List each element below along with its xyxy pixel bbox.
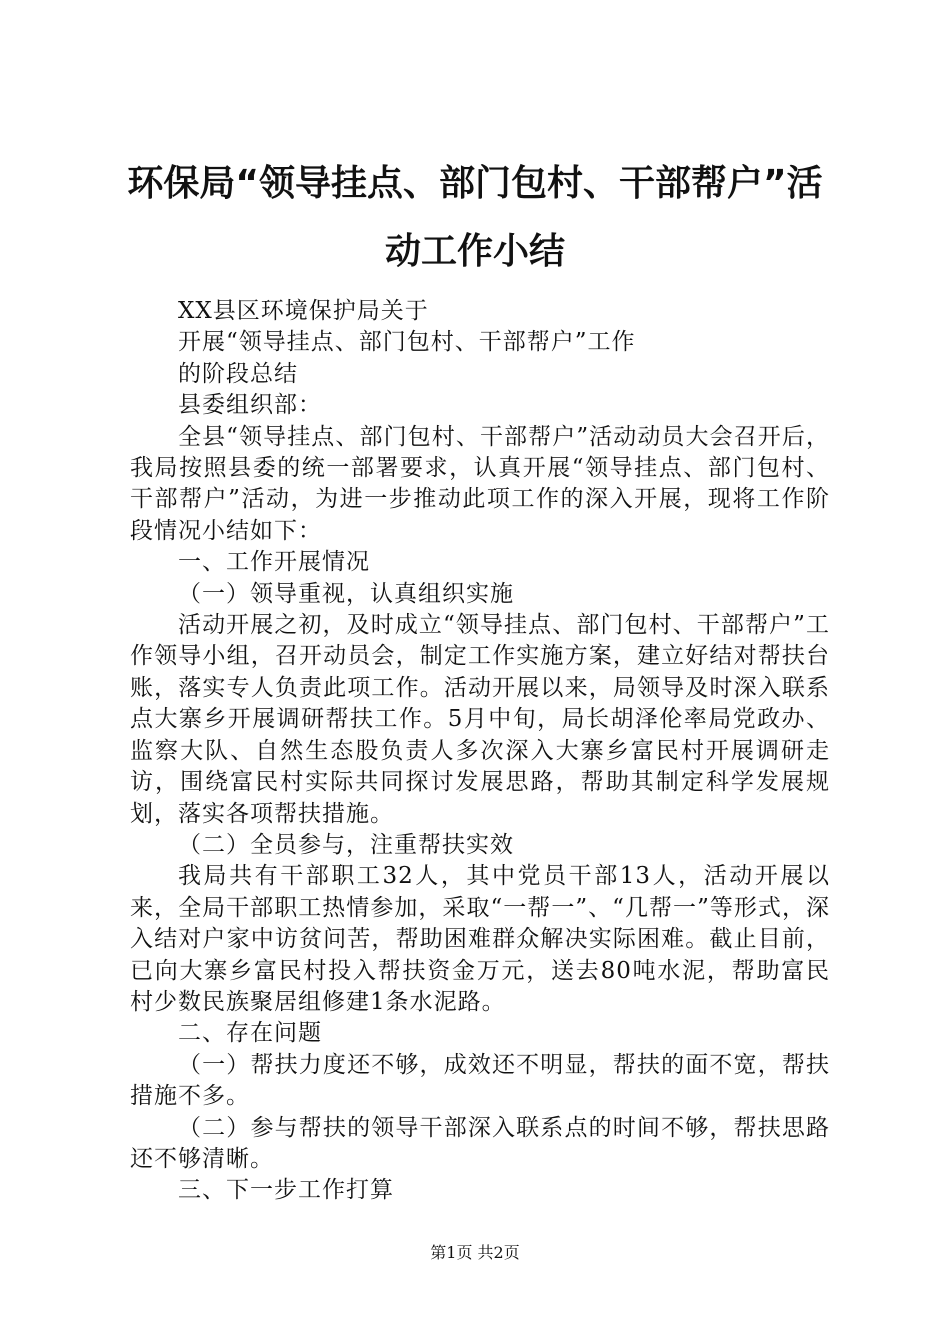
paragraph-1-2: 我局共有干部职工32人，其中党员干部13人，活动开展以来，全局干部职工热情参加，采取“一帮一”、“几帮一”等形式，深入结对户家中访贫问苦，帮助困难群众解决实际困难。截止目前，已向大寨乡富民村投入帮扶资金万元，送去80吨水泥，帮助富民村少数民族聚居组修建1条水泥路。 [130, 863, 830, 1015]
heading-line-2: 开展“领导挂点、部门包村、干部帮户”工作 [178, 329, 636, 356]
subsection-heading-1-1: （一）领导重视，认真组织实施 [178, 580, 514, 607]
issue-2: （二）参与帮扶的领导干部深入联系点的时间不够，帮扶思路还不够清晰。 [130, 1114, 830, 1172]
intro-paragraph: 全县“领导挂点、部门包村、干部帮户”活动动员大会召开后，我局按照县委的统一部署要求，认真开展“领导挂点、部门包村、干部帮户”活动，为进一步推动此项工作的深入开展，现将工作阶段情况小结如下： [130, 423, 830, 544]
heading-line-3: 的阶段总结 [178, 360, 298, 387]
title-line-1: 环保局“领导挂点、部门包村、干部帮户”活 [127, 163, 823, 204]
document-title [110, 150, 840, 286]
title-line-2: 动工作小结 [384, 231, 565, 272]
issue-1: （一）帮扶力度还不够，成效还不明显，帮扶的面不宽，帮扶措施不多。 [130, 1051, 830, 1110]
subsection-heading-1-2: （二）全员参与，注重帮扶实效 [178, 831, 514, 858]
page-footer: 第1页 共2页 [430, 1243, 520, 1262]
section-heading-3: 三、下一步工作打算 [178, 1177, 394, 1204]
paragraph-1-1: 活动开展之初，及时成立“领导挂点、部门包村、干部帮户”工作领导小组，召开动员会，制定工作实施方案，建立好结对帮扶台账，落实专人负责此项工作。活动开展以来，局领导及时深入联系点大寨乡开展调研帮扶工作。5月中旬，局长胡泽伦率局党政办、监察大队、自然生态股负责人多次深入大寨乡富民村开展调研走访，围绕富民村实际共同探讨发展思路，帮助其制定科学发展规划，落实各项帮扶措施。 [130, 612, 830, 827]
section-heading-2: 二、存在问题 [178, 1020, 322, 1047]
addressee: 县委组织部： [178, 392, 322, 419]
heading-line-1: XX县区环境保护局关于 [178, 298, 429, 324]
section-heading-1: 一、工作开展情况 [178, 549, 370, 576]
document-body [130, 296, 830, 1207]
